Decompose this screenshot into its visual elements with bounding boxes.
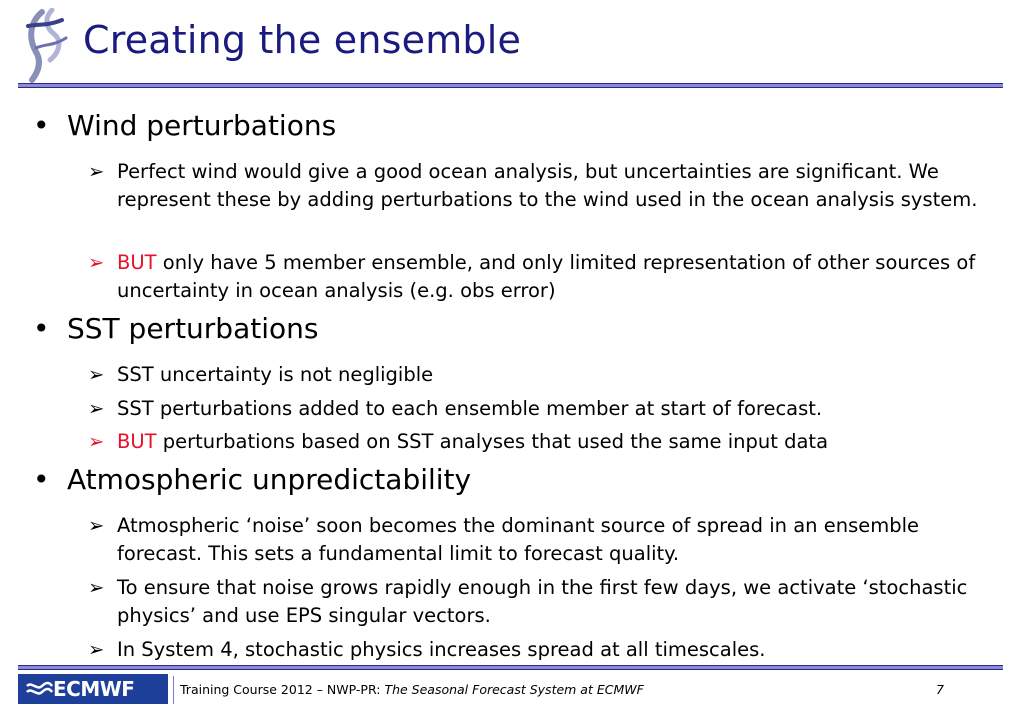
bullet-heading xyxy=(33,313,318,345)
sub-bullet-text-wrap xyxy=(117,249,1003,305)
sub-bullet xyxy=(88,512,1003,568)
arrow-bullet-icon: ➢ xyxy=(88,363,105,386)
sub-bullet xyxy=(88,249,1003,305)
sub-bullet xyxy=(88,636,1003,664)
ecmwf-swirl-logo-icon xyxy=(22,8,72,84)
sub-bullet-text: Perfect wind would give a good ocean analysis, but uncertainties are significant. We represent these by adding perturbations to the wind used in the ocean analysis system. xyxy=(117,160,978,211)
sub-bullet-text: To ensure that noise grows rapidly enough in the first few days, we activate ‘stochastic physics’ and use EPS singular vectors. xyxy=(117,576,968,627)
page-number: 7 xyxy=(936,682,944,697)
bullet-heading xyxy=(33,110,336,142)
emphasis-label: BUT xyxy=(117,430,157,453)
bullet-heading xyxy=(33,464,471,496)
footer-divider xyxy=(18,665,1003,670)
sub-bullet-text: perturbations based on SST analyses that used the same input data xyxy=(156,430,829,453)
sub-bullet-text: SST perturbations added to each ensemble member at start of forecast. xyxy=(117,397,823,420)
sub-bullet xyxy=(88,574,1003,630)
sub-bullet xyxy=(88,428,1003,456)
arrow-bullet-icon: ➢ xyxy=(88,397,105,420)
page-title: Creating the ensemble xyxy=(83,18,522,62)
bullet-heading-text: Wind perturbations xyxy=(67,109,337,142)
arrow-bullet-icon: ➢ xyxy=(88,576,105,599)
emphasis-label: BUT xyxy=(117,251,157,274)
arrow-bullet-icon: ➢ xyxy=(88,638,105,661)
footer-caption xyxy=(180,682,644,697)
bullet-dot-icon: • xyxy=(33,463,50,496)
sub-bullet-text-wrap xyxy=(117,428,1003,456)
footer-course: Training Course 2012 – NWP-PR: xyxy=(180,682,385,697)
ecmwf-waves-icon xyxy=(25,680,53,698)
sub-bullet xyxy=(88,158,1003,214)
sub-bullet xyxy=(88,361,1003,389)
sub-bullet-text: Atmospheric ‘noise’ soon becomes the dominant source of spread in an ensemble forecast. This sets a fundamental limit to forecast quality. xyxy=(117,514,920,565)
ecmwf-logo xyxy=(18,674,168,704)
sub-bullet-text: In System 4, stochastic physics increases spread at all timescales. xyxy=(117,638,766,661)
bullet-dot-icon: • xyxy=(33,109,50,142)
arrow-bullet-icon: ➢ xyxy=(88,251,105,274)
bullet-heading-text: Atmospheric unpredictability xyxy=(67,463,472,496)
bullet-heading-text: SST perturbations xyxy=(67,312,319,345)
footer-course-title: The Seasonal Forecast System at ECMWF xyxy=(384,682,644,697)
ecmwf-logo-text: ECMWF xyxy=(53,677,135,701)
sub-bullet xyxy=(88,395,1003,423)
title-divider xyxy=(18,83,1003,88)
sub-bullet-text: only have 5 member ensemble, and only limited representation of other sources of uncertainty in ocean analysis (e.g. obs error) xyxy=(117,251,976,302)
footer-separator xyxy=(173,676,174,704)
bullet-dot-icon: • xyxy=(33,312,50,345)
arrow-bullet-icon: ➢ xyxy=(88,514,105,537)
sub-bullet-text: SST uncertainty is not negligible xyxy=(117,363,434,386)
arrow-bullet-icon: ➢ xyxy=(88,430,105,453)
arrow-bullet-icon: ➢ xyxy=(88,160,105,183)
